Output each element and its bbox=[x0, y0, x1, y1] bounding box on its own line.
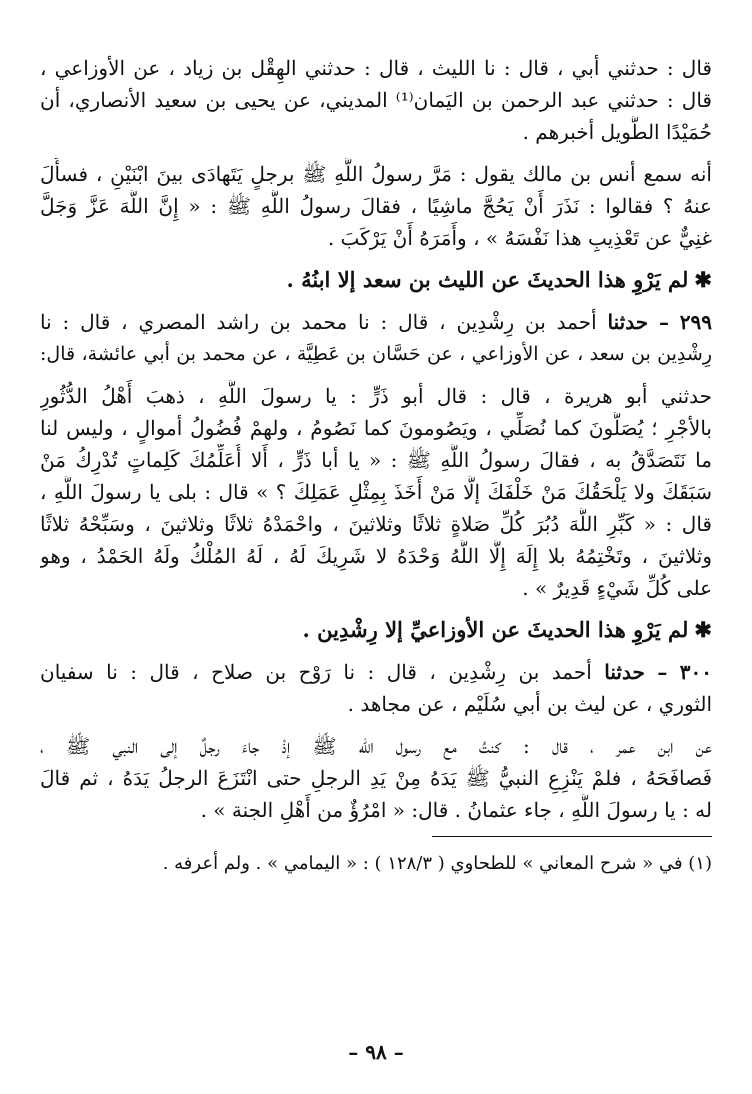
hadith-300-matn bbox=[40, 730, 712, 826]
editor-note-298 bbox=[40, 264, 712, 296]
text-line: رِشْدِين بن سعد ، عن الأوزاعي ، عن حَسَّان بن عَطِيَّة ، عن محمد بن أبي عائشة، قال: bbox=[40, 343, 712, 365]
star-icon: ✱ bbox=[694, 617, 712, 642]
hadith-number: ٢٩٩ bbox=[679, 310, 712, 334]
text-line: أنه سمع أنس بن مالك يقول : مَرَّ رسولُ اللَّهِ ﷺ برجلٍ يَتَهادَى بينَ ابْنَيْنِ ، فسأَلَ bbox=[40, 162, 712, 186]
text-line: حدثني أبو هريرة ، قال : قال أبو ذَرٍّ : يا رسولَ اللَّهِ ، ذهبَ أَهْلُ الدُّثُورِ bbox=[40, 384, 712, 408]
editor-note-text: لم يَرْوِ هذا الحديثَ عن الليث بن سعد إلا ابنُهُ . bbox=[286, 267, 689, 292]
hadith-300-isnad bbox=[40, 656, 712, 720]
footnote-divider bbox=[432, 836, 712, 837]
isnad-text: أحمد بن رِشْدِين ، قال : نا محمد بن راشد المصري ، قال : نا bbox=[40, 310, 597, 334]
text-line: حُمَيْدًا الطَّويل أخبرهم . bbox=[522, 120, 712, 144]
text-line: غنِيٌّ عن تَعْذِيبِ هذا نَفْسَهُ » ، وأَمَرَهُ أَنْ يَرْكَبَ . bbox=[327, 226, 712, 250]
text-line: سَبَقَكَ ولا يَلْحَقُكَ مَنْ خَلْفَكَ إلَّا مَنْ أَخَذَ بِمِثْلِ عَمَلِكَ ؟ » قال : بلى يا رسولَ اللَّهِ ، bbox=[40, 480, 712, 504]
hadith-299-isnad bbox=[40, 306, 712, 370]
text-line: ما نَتَصَدَّقُ به ، فقالَ رسولُ اللَّهِ ﷺ : « يا أبا ذَرٍّ ، أَلا أُعَلِّمُكَ كَلِماتٍ تُدْرِكُ مَنْ bbox=[40, 448, 712, 472]
text-line bbox=[40, 656, 712, 688]
hadith-298-matn bbox=[40, 158, 712, 254]
hadith-dash: – bbox=[657, 660, 668, 684]
isnad-text: أحمد بن رِشْدِين ، قال : نا رَوْح بن صلاح ، قال : نا سفيان bbox=[40, 660, 592, 684]
editor-note-text: لم يَرْوِ هذا الحديثَ عن الأوزاعيِّ إلا رِشْدِين . bbox=[302, 617, 689, 642]
text-line: بالأجْرِ ؛ يُصَلُّونَ كما نُصَلِّي ، ويَصُومونَ كما نَصُومُ ، ولهمْ فُضُولُ أموالٍ ، وليس لنا bbox=[40, 416, 712, 440]
editor-note-299 bbox=[40, 614, 712, 646]
text-line: فَصافَحَهُ ، فلمْ يَنْزِعِ النبيُّ ﷺ يَدَهُ مِنْ يَدِ الرجلِ حتى انْتَزَعَ الرجلُ يَدَهُ ، ثم قالَ bbox=[40, 766, 712, 790]
text-line: عنهُ ؟ فقالوا : نَذَرَ أَنْ يَحُجَّ ماشِيًا ، فقالَ رسولُ اللَّهِ ﷺ : « إِنَّ اللَّهَ عَزَّ وَجَلَّ bbox=[40, 194, 712, 218]
text-line: قال : حدثني عبد الرحمن بن اليَمان⁽¹⁾ المديني، عن يحيى بن سعيد الأنصاري، أن bbox=[40, 88, 712, 112]
haddathana-word: حدثنا bbox=[604, 660, 645, 684]
hadith-298-isnad bbox=[40, 52, 712, 148]
text-line: له : يا رسولَ اللَّهِ ، جاء عثمانُ . قال: « امْرُؤٌ من أَهْلِ الجنة » . bbox=[200, 798, 712, 822]
haddathana-word: حدثنا bbox=[607, 310, 649, 334]
text-line: قال : حدثني أبي ، قال : نا الليث ، قال : حدثني الهِقْل بن زياد ، عن الأوزاعي ، bbox=[40, 56, 712, 80]
hadith-dash: – bbox=[658, 310, 669, 334]
text-line: عن ابن عمر ، قال : كنتُ مع رسول الله ﷺ إذْ جاءَ رجلٌ إلى النبي ﷺ ، bbox=[40, 734, 712, 758]
text-line: قال : « كَبِّرِ اللَّهَ دُبُرَ كُلِّ صَلاةٍ ثلاثًا وثلاثينَ ، واحْمَدْهُ ثلاثًا وثلاثينَ ، وسَبِّحْهُ ثلاثًا bbox=[40, 512, 712, 536]
text-line: وثلاثينَ ، وتَخْتِمُهُ بلا إِلَهَ إِلَّا اللَّهُ وَحْدَهُ لا شَرِيكَ لَهُ ، لَهُ المُلْكُ ولَهُ الحَمْدُ ، وهو bbox=[40, 544, 712, 568]
hadith-299-matn bbox=[40, 380, 712, 604]
page-number: – ٩٨ – bbox=[348, 1040, 404, 1064]
text-line: على كُلِّ شَيْءٍ قَدِيرٌ » . bbox=[522, 576, 712, 600]
text-line bbox=[40, 306, 712, 338]
text-line: الثوري ، عن ليث بن أبي سُلَيْم ، عن مجاهد . bbox=[347, 692, 712, 716]
star-icon: ✱ bbox=[694, 267, 712, 292]
page-body bbox=[40, 52, 712, 879]
hadith-number: ٣٠٠ bbox=[679, 660, 712, 684]
footnote: (١) في « شرح المعاني » للطحاوي ( ١٢٨/٣ ) : « اليمامي » . ولم أعرفه . bbox=[162, 853, 712, 874]
